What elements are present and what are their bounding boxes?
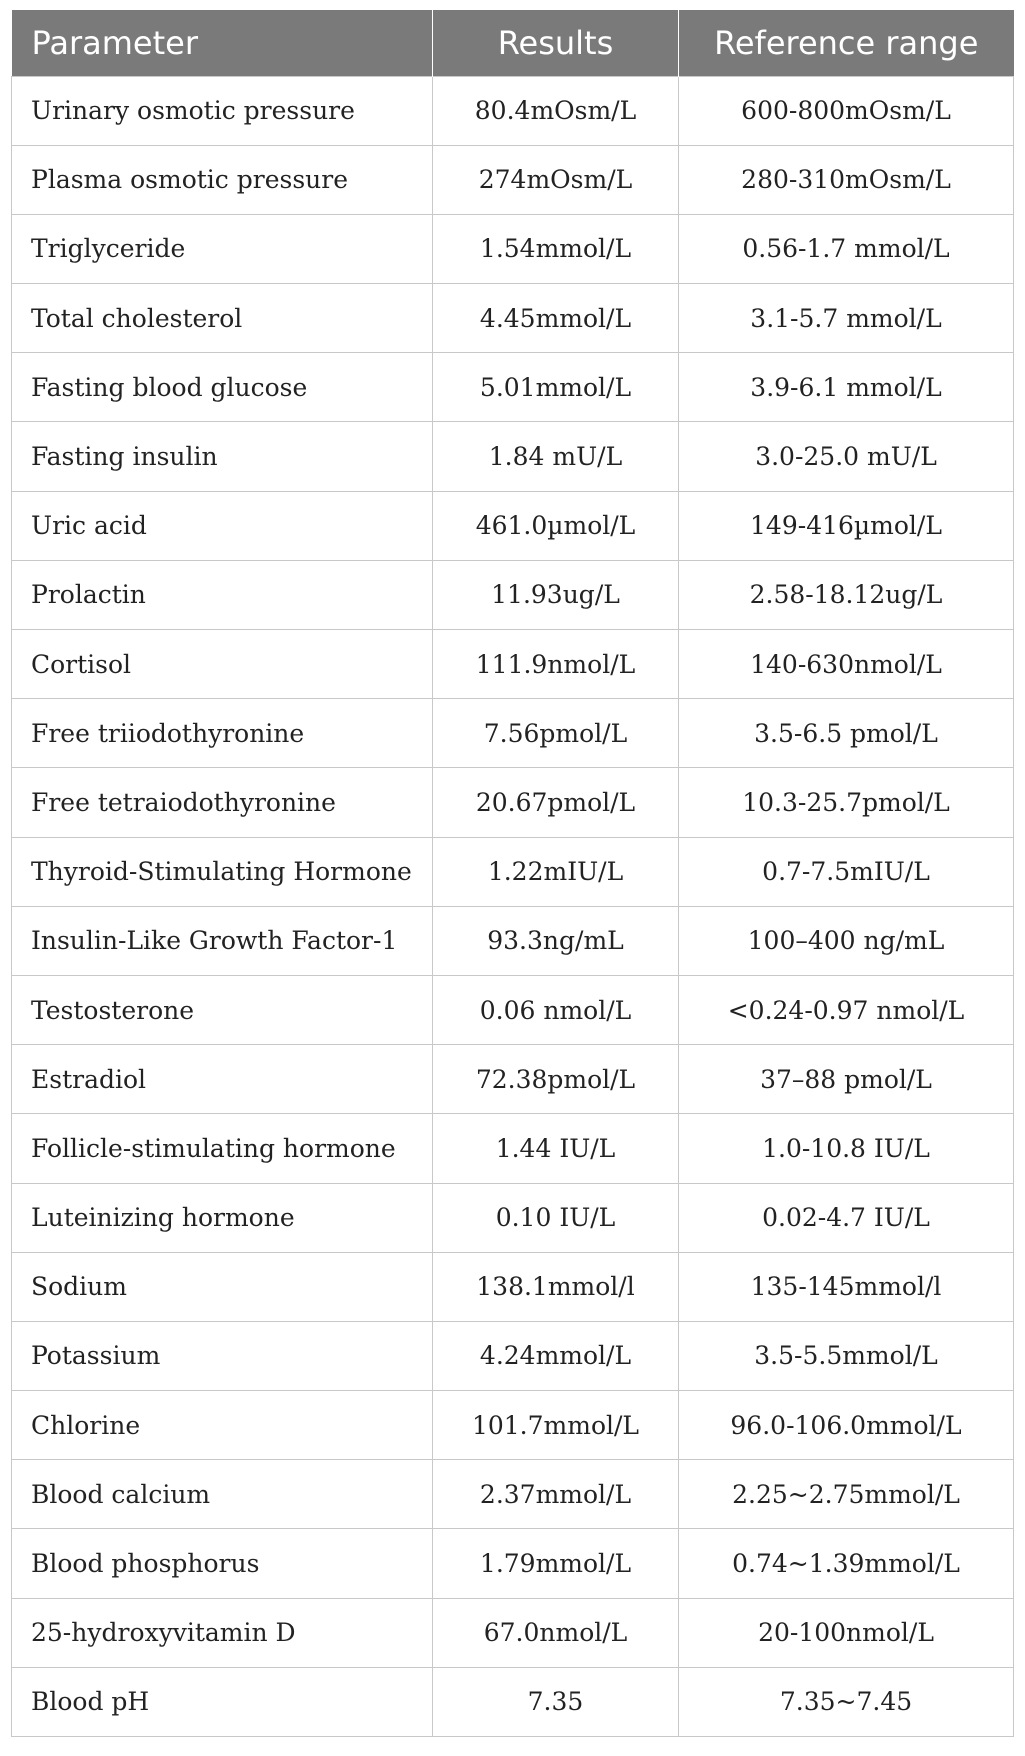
header-reference-range: Reference range: [714, 23, 979, 62]
header-parameter: Parameter: [12, 10, 433, 76]
table-row: [12, 1321, 1014, 1390]
reference-range-cell: 140-630nmol/L: [679, 630, 1014, 699]
result-cell: 1.79mmol/L: [433, 1529, 679, 1598]
table-row: [12, 560, 1014, 629]
table-row: [12, 145, 1014, 214]
parameter-cell: Urinary osmotic pressure: [12, 76, 433, 145]
reference-range-cell: 2.25~2.75mmol/L: [679, 1460, 1014, 1529]
result-cell: 1.22mIU/L: [433, 837, 679, 906]
parameter-cell: Follicle-stimulating hormone: [12, 1114, 433, 1183]
parameter-cell: Free triiodothyronine: [12, 699, 433, 768]
reference-range-cell: 37–88 pmol/L: [679, 1045, 1014, 1114]
parameter-cell: Fasting insulin: [12, 422, 433, 491]
table-body: [12, 76, 1014, 1737]
result-cell: 1.54mmol/L: [433, 214, 679, 283]
table-row: [12, 214, 1014, 283]
reference-range-cell: 100–400 ng/mL: [679, 906, 1014, 975]
result-cell: 5.01mmol/L: [433, 353, 679, 422]
table-row: [12, 975, 1014, 1044]
reference-range-cell: 3.9-6.1 mmol/L: [679, 353, 1014, 422]
reference-range-cell: 149-416µmol/L: [679, 491, 1014, 560]
reference-range-cell: 0.7-7.5mIU/L: [679, 837, 1014, 906]
parameter-cell: Plasma osmotic pressure: [12, 145, 433, 214]
result-cell: 93.3ng/mL: [433, 906, 679, 975]
table-row: [12, 1529, 1014, 1598]
table-row: [12, 768, 1014, 837]
header-row: [12, 10, 1014, 76]
result-cell: 0.10 IU/L: [433, 1183, 679, 1252]
result-cell: 11.93ug/L: [433, 560, 679, 629]
parameter-cell: Fasting blood glucose: [12, 353, 433, 422]
result-cell: 101.7mmol/L: [433, 1391, 679, 1460]
reference-range-cell: 3.5-6.5 pmol/L: [679, 699, 1014, 768]
table-row: [12, 699, 1014, 768]
table-row: [12, 76, 1014, 145]
reference-range-cell: 3.5-5.5mmol/L: [679, 1321, 1014, 1390]
table-row: [12, 353, 1014, 422]
parameter-cell: Total cholesterol: [12, 284, 433, 353]
table-row: [12, 1183, 1014, 1252]
parameter-cell: Thyroid-Stimulating Hormone: [12, 837, 433, 906]
parameter-cell: Testosterone: [12, 975, 433, 1044]
parameter-cell: Sodium: [12, 1252, 433, 1321]
reference-range-cell: 3.0-25.0 mU/L: [679, 422, 1014, 491]
table-row: [12, 837, 1014, 906]
table-row: [12, 1252, 1014, 1321]
reference-range-cell: 96.0-106.0mmol/L: [679, 1391, 1014, 1460]
reference-range-cell: 600-800mOsm/L: [679, 76, 1014, 145]
reference-range-cell: 10.3-25.7pmol/L: [679, 768, 1014, 837]
result-cell: 4.45mmol/L: [433, 284, 679, 353]
table-row: [12, 1667, 1014, 1736]
lab-results-table: [11, 10, 1014, 1737]
parameter-cell: Potassium: [12, 1321, 433, 1390]
table-row: [12, 1598, 1014, 1667]
table-row: [12, 284, 1014, 353]
table-row: [12, 422, 1014, 491]
result-cell: 7.56pmol/L: [433, 699, 679, 768]
header-results: Results: [433, 10, 679, 76]
reference-range-cell: 3.1-5.7 mmol/L: [679, 284, 1014, 353]
result-cell: 20.67pmol/L: [433, 768, 679, 837]
parameter-cell: Prolactin: [12, 560, 433, 629]
table-row: [12, 491, 1014, 560]
reference-range-cell: 2.58-18.12ug/L: [679, 560, 1014, 629]
parameter-cell: Free tetraiodothyronine: [12, 768, 433, 837]
lab-results-table-container: [11, 10, 1013, 1737]
table-row: [12, 1391, 1014, 1460]
table-row: [12, 1460, 1014, 1529]
result-cell: 1.84 mU/L: [433, 422, 679, 491]
reference-range-cell: 0.74~1.39mmol/L: [679, 1529, 1014, 1598]
result-cell: 111.9nmol/L: [433, 630, 679, 699]
parameter-cell: 25-hydroxyvitamin D: [12, 1598, 433, 1667]
result-cell: 2.37mmol/L: [433, 1460, 679, 1529]
result-cell: 7.35: [433, 1667, 679, 1736]
reference-range-cell: 20-100nmol/L: [679, 1598, 1014, 1667]
parameter-cell: Luteinizing hormone: [12, 1183, 433, 1252]
result-cell: 1.44 IU/L: [433, 1114, 679, 1183]
reference-range-cell: 0.02-4.7 IU/L: [679, 1183, 1014, 1252]
table-row: [12, 1114, 1014, 1183]
reference-range-cell: 7.35~7.45: [679, 1667, 1014, 1736]
table-header: [12, 10, 1014, 76]
result-cell: 274mOsm/L: [433, 145, 679, 214]
parameter-cell: Blood calcium: [12, 1460, 433, 1529]
reference-range-cell: 0.56-1.7 mmol/L: [679, 214, 1014, 283]
parameter-cell: Triglyceride: [12, 214, 433, 283]
reference-range-cell: 280-310mOsm/L: [679, 145, 1014, 214]
result-cell: 67.0nmol/L: [433, 1598, 679, 1667]
parameter-cell: Cortisol: [12, 630, 433, 699]
result-cell: 4.24mmol/L: [433, 1321, 679, 1390]
parameter-cell: Insulin-Like Growth Factor-1: [12, 906, 433, 975]
parameter-cell: Blood phosphorus: [12, 1529, 433, 1598]
table-row: [12, 1045, 1014, 1114]
result-cell: 80.4mOsm/L: [433, 76, 679, 145]
reference-range-cell: 135-145mmol/l: [679, 1252, 1014, 1321]
parameter-cell: Blood pH: [12, 1667, 433, 1736]
parameter-cell: Estradiol: [12, 1045, 433, 1114]
result-cell: 0.06 nmol/L: [433, 975, 679, 1044]
result-cell: 461.0µmol/L: [433, 491, 679, 560]
table-row: [12, 906, 1014, 975]
parameter-cell: Chlorine: [12, 1391, 433, 1460]
result-cell: 72.38pmol/L: [433, 1045, 679, 1114]
result-cell: 138.1mmol/l: [433, 1252, 679, 1321]
table-row: [12, 630, 1014, 699]
parameter-cell: Uric acid: [12, 491, 433, 560]
reference-range-cell: <0.24-0.97 nmol/L: [679, 975, 1014, 1044]
reference-range-cell: 1.0-10.8 IU/L: [679, 1114, 1014, 1183]
